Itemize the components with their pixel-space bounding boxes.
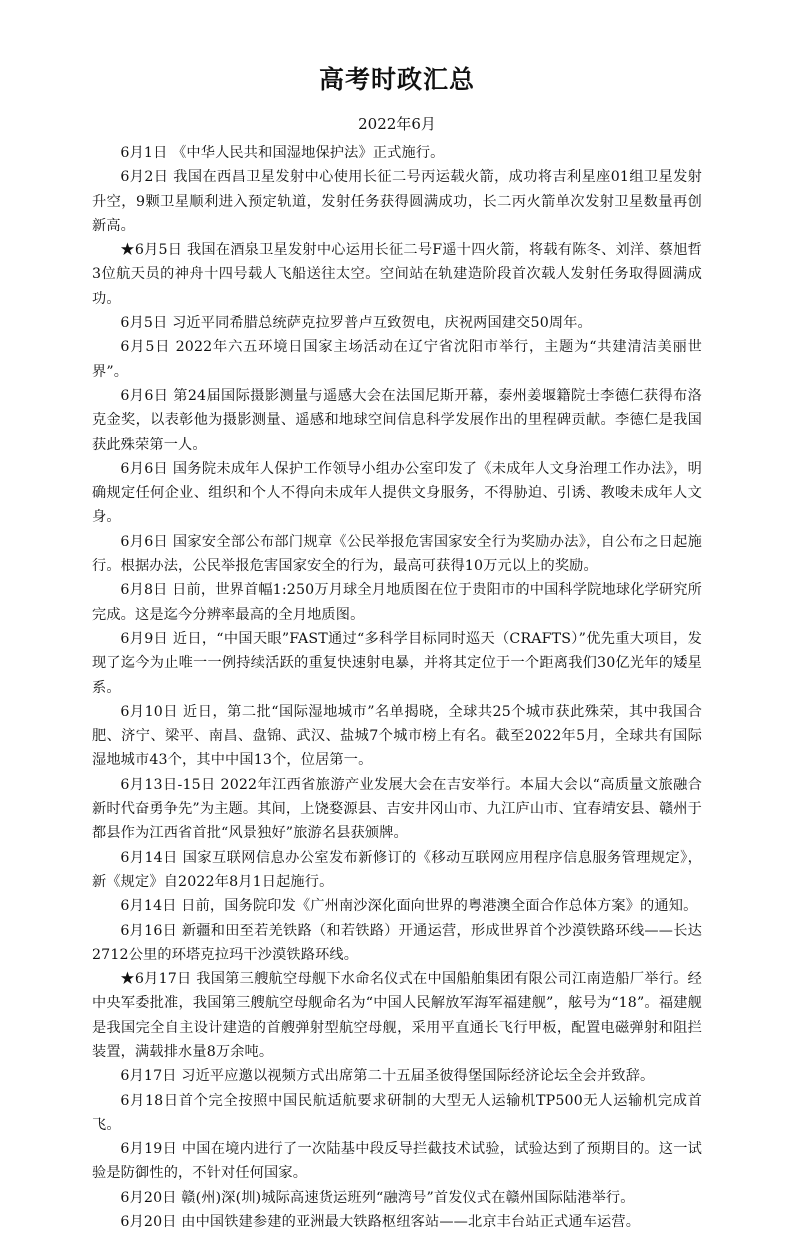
news-entry: 6月16日 新疆和田至若羌铁路（和若铁路）开通运营，形成世界首个沙漠铁路环线——长达2712公里的环塔克拉玛干沙漠铁路环线。 [92,922,702,963]
news-entry: 6月5日 习近平同希腊总统萨克拉罗普卢互致贺电，庆祝两国建交50周年。 [120,315,592,332]
news-entry: 6月2日 我国在西昌卫星发射中心使用长征二号丙运载火箭，成功将吉利星座01组卫星发射升空，9颗卫星顺利进入预定轨道，发射任务获得圆满成功，长二丙火箭单次发射卫星数量再创新高。 [92,169,702,234]
news-entry: 6月13日-15日 2022年江西省旅游产业发展大会在吉安举行。本届大会以“高质量文旅融合新时代奋勇争先”为主题。其间，上饶婺源县、吉安井冈山市、九江庐山市、宜春靖安县、赣州于都县作为江西省首批“风景独好”旅游名县获颁牌。 [92,776,702,842]
news-entry: 6月6日 国家安全部公布部门规章《公民举报危害国家安全行为奖励办法》，自公布之日起施行。根据办法，公民举报危害国家安全的行为，最高可获得10万元以上的奖励。 [92,533,702,575]
news-entry: 6月1日 《中华人民共和国湿地保护法》正式施行。 [120,145,445,161]
news-entry-list [92,141,702,1234]
news-entry: 6月10日 近日，第二批“国际湿地城市”名单揭晓，全球共25个城市获此殊荣，其中我国合肥、济宁、梁平、南昌、盘锦、武汉、盐城7个城市榜上有名。截至2022年5月，全球共有国际湿地城市43个，其中中国13个，位居第一。 [92,703,702,769]
news-entry: ★6月5日 我国在酒泉卫星发射中心运用长征二号F遥十四火箭，将载有陈冬、刘洋、蔡旭哲3位航天员的神舟十四号载人飞船送往太空。空间站在轨建造阶段首次载人发射任务取得圆满成功。 [92,242,702,307]
news-entry: ★6月17日 我国第三艘航空母舰下水命名仪式在中国船舶集团有限公司江南造船厂举行。经中央军委批准，我国第三艘航空母舰命名为“中国人民解放军海军福建舰”，舷号为“18”。福建舰是我国完全自主设计建造的首艘弹射型航空母舰，采用平直通长飞行甲板，配置电磁弹射和阻拦装置，满载排水量8万余吨。 [92,971,702,1060]
news-entry: 6月19日 中国在境内进行了一次陆基中段反导拦截技术试验，试验达到了预期目的。这一试验是防御性的，不针对任何国家。 [92,1141,702,1182]
news-entry: 6月6日 国务院未成年人保护工作领导小组办公室印发了《未成年人文身治理工作办法》，明确规定任何企业、组织和个人不得向未成年人提供文身服务，不得胁迫、引诱、教唆未成年人文身。 [92,460,702,526]
news-entry: 6月9日 近日，“中国天眼”FAST通过“多科学目标同时巡天（CRAFTS）”优先重大项目，发现了迄今为止唯一一例持续活跃的重复快速射电暴，并将其定位于一个距离我们30亿光年的矮星系。 [92,630,702,696]
news-entry: 6月5日 2022年六五环境日国家主场活动在辽宁省沈阳市举行，主题为“共建清洁美丽世界”。 [92,339,702,380]
news-entry: 6月6日 第24届国际摄影测量与遥感大会在法国尼斯开幕，泰州姜堰籍院士李德仁获得布洛克金奖，以表彰他为摄影测量、遥感和地球空间信息科学发展作出的里程碑贡献。李德仁是我国获此殊荣第一人。 [92,387,702,453]
document-title: 高考时政汇总 [318,65,475,94]
news-entry: 6月8日 日前，世界首幅1:250万月球全月地质图在位于贵阳市的中国科学院地球化学研究所完成。这是迄今分辨率最高的全月地质图。 [92,582,702,623]
news-entry: 6月17日 习近平应邀以视频方式出席第二十五届圣彼得堡国际经济论坛全会并致辞。 [120,1068,655,1085]
document-subtitle: 2022年6月 [358,115,436,133]
news-entry: 6月14日 国家互联网信息办公室发布新修订的《移动互联网应用程序信息服务管理规定》，新《规定》自2022年8月1日起施行。 [92,849,702,890]
news-entry: 6月20日 赣(州)深(圳)城际高速货运班列“融湾号”首发仪式在赣州国际陆港举行。 [120,1189,635,1206]
news-entry: 6月20日 由中国铁建参建的亚洲最大铁路枢纽客站——北京丰台站正式通车运营。 [120,1214,641,1231]
news-entry: 6月14日 日前，国务院印发《广州南沙深化面向世界的粤港澳全面合作总体方案》的通知。 [120,898,698,915]
news-entry: 6月18日首个完全按照中国民航适航要求研制的大型无人运输机TP500无人运输机完成首飞。 [92,1092,702,1133]
